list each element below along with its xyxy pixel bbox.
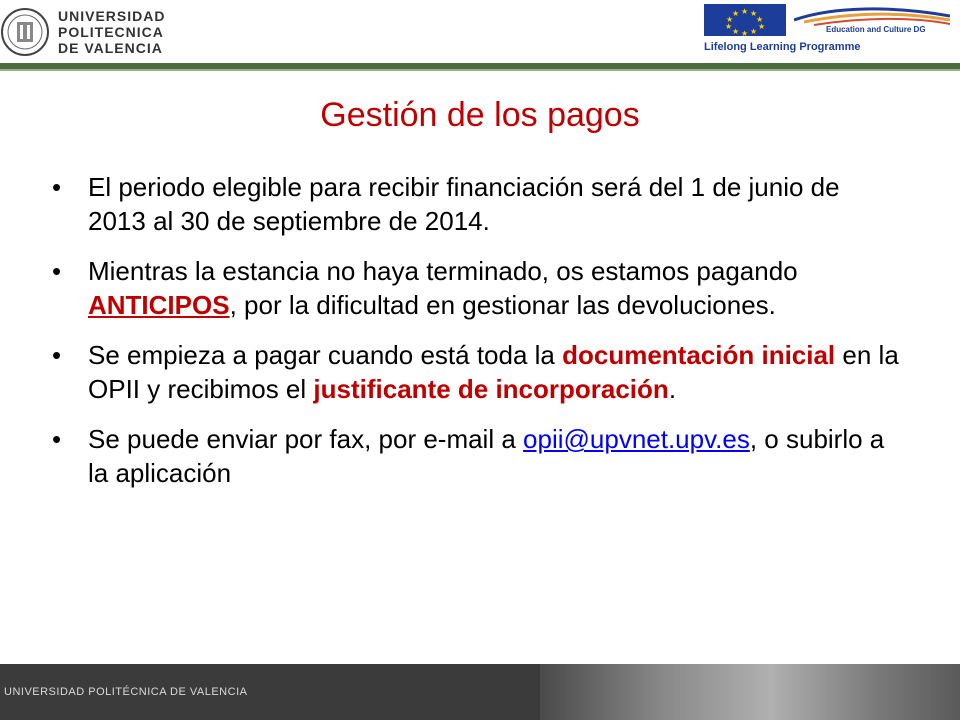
bullet-item: [52, 170, 904, 238]
eu-flag-icon: ★ ★ ★ ★ ★ ★ ★ ★ ★ ★: [704, 4, 786, 36]
email-link[interactable]: opii@upvnet.upv.es: [523, 424, 750, 454]
highlight-justificante: justificante de incorporación: [313, 374, 669, 404]
highlight-anticipos: ANTICIPOS: [88, 290, 230, 320]
bullet-icon: •: [52, 340, 62, 370]
bullet-icon: •: [52, 256, 62, 286]
slide-footer: [0, 664, 960, 720]
bullet-item: [52, 254, 904, 322]
bullet-item: [52, 338, 904, 406]
institution-name: [58, 8, 165, 56]
institution-line: DE VALENCIA: [58, 40, 163, 56]
institution-line: UNIVERSIDAD: [58, 8, 166, 24]
bullet-text: El periodo elegible para recibir financiación será del 1 de junio de 2013 al 30 de septiembre de 2014.: [88, 172, 840, 236]
bullet-text: en la OPII y recibimos el: [88, 340, 899, 404]
upv-seal-icon: [0, 7, 50, 57]
slide-header: [0, 0, 960, 64]
bullet-text: Se puede enviar por fax, por e-mail a: [88, 424, 524, 454]
upv-logo: [0, 4, 165, 60]
institution-line: POLITECNICA: [58, 24, 164, 40]
bullet-text: Se empieza a pagar cuando está toda la: [88, 340, 563, 370]
header-divider-thin: [0, 69, 960, 71]
highlight-documentacion: documentación inicial: [562, 340, 836, 370]
bullet-item: [52, 422, 904, 490]
footer-seal-image: [540, 664, 960, 720]
slide-title: Gestión de los pagos: [320, 96, 640, 134]
bullet-text: Mientras la estancia no haya terminado, os estamos pagando: [88, 256, 798, 286]
bullet-text: , o subirlo a la aplicación: [88, 424, 885, 488]
programme-name: Lifelong Learning Programme: [704, 41, 861, 53]
bullet-text: , por la dificultad en gestionar las devoluciones.: [229, 290, 776, 320]
bullet-list: [52, 170, 904, 506]
eu-subtitle: Education and Culture DG: [826, 25, 926, 34]
eu-programme-logo: [700, 2, 952, 58]
eu-swoosh-icon: [794, 6, 950, 26]
bullet-icon: •: [52, 172, 62, 202]
bullet-icon: •: [52, 424, 62, 454]
bullet-text: .: [668, 374, 677, 404]
footer-text: UNIVERSIDAD POLITÉCNICA DE VALENCIA: [4, 686, 248, 698]
